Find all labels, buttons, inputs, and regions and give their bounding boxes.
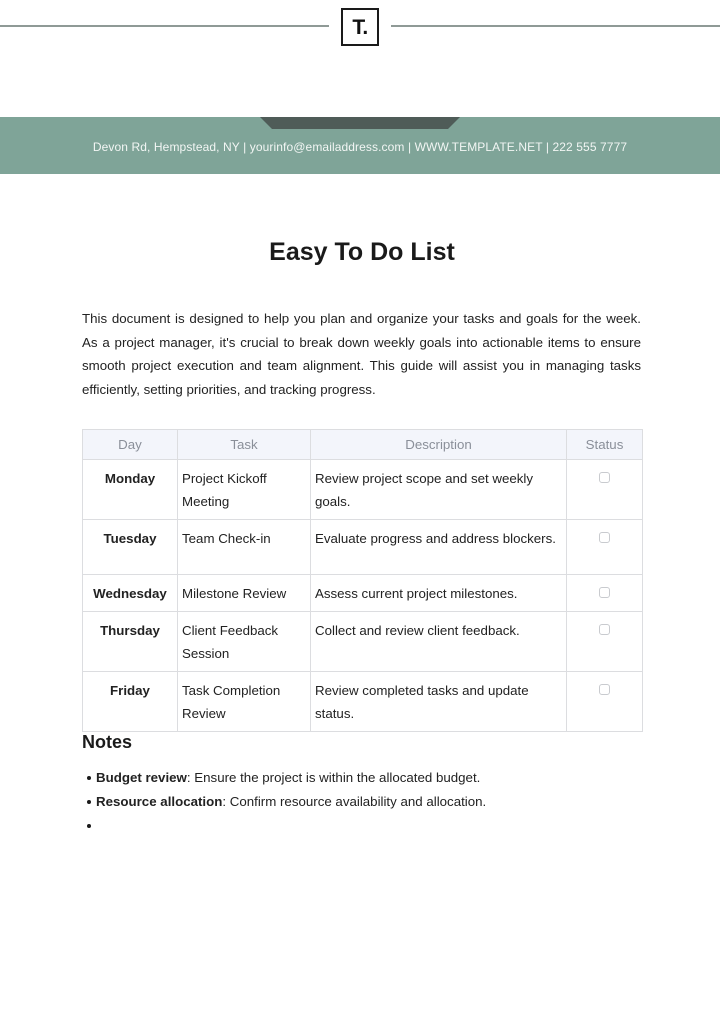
description-cell: Review project scope and set weekly goals.	[311, 460, 567, 520]
notes-list	[82, 767, 642, 839]
note-term: Resource allocation	[96, 794, 223, 809]
status-cell	[567, 612, 643, 672]
description-cell: Assess current project milestones.	[311, 575, 567, 612]
description-cell: Review completed tasks and update status.	[311, 672, 567, 732]
table-row	[83, 520, 643, 575]
checkbox-icon[interactable]	[599, 532, 610, 543]
day-cell: Tuesday	[83, 520, 178, 575]
task-table	[82, 429, 643, 732]
table-row	[83, 672, 643, 732]
checkbox-icon[interactable]	[599, 587, 610, 598]
notes-heading: Notes	[82, 732, 133, 752]
band-notch	[260, 117, 460, 129]
task-cell: Milestone Review	[178, 575, 311, 612]
table-row	[83, 612, 643, 672]
status-cell	[567, 520, 643, 575]
header-divider-left	[0, 25, 329, 27]
day-cell: Friday	[83, 672, 178, 732]
day-cell: Monday	[83, 460, 178, 520]
task-cell: Task Completion Review	[178, 672, 311, 732]
status-cell	[567, 672, 643, 732]
task-cell: Client Feedback Session	[178, 612, 311, 672]
header-day: Day	[83, 430, 178, 460]
bullet-icon	[87, 776, 91, 780]
note-term: Budget review	[96, 770, 187, 785]
day-cell: Thursday	[83, 612, 178, 672]
header-status: Status	[567, 430, 643, 460]
header-task: Task	[178, 430, 311, 460]
task-cell: Project Kickoff Meeting	[178, 460, 311, 520]
table-row	[83, 575, 643, 612]
list-item[interactable]	[82, 815, 642, 839]
list-item	[82, 791, 642, 815]
checkbox-icon[interactable]	[599, 472, 610, 483]
table-header-row	[83, 430, 643, 460]
intro-paragraph: This document is designed to help you plan and organize your tasks and goals for the week. As a project manager, it's crucial to break down weekly goals into actionable items to ensure smooth project execution and team alignment. This guide will assist you in managing tasks efficiently, setting priorities, and tracking progress.	[82, 311, 641, 398]
page-title: Easy To Do List	[269, 238, 455, 266]
day-cell: Wednesday	[83, 575, 178, 612]
template-logo	[341, 8, 379, 46]
description-cell: Evaluate progress and address blockers.	[311, 520, 567, 575]
logo-text: T.	[352, 15, 368, 39]
contact-info: Devon Rd, Hempstead, NY | yourinfo@emailaddress.com | WWW.TEMPLATE.NET | 222 555 7777	[92, 140, 628, 154]
bullet-icon	[87, 824, 91, 828]
checkbox-icon[interactable]	[599, 684, 610, 695]
note-text: : Confirm resource availability and allocation.	[222, 794, 487, 809]
description-cell: Collect and review client feedback.	[311, 612, 567, 672]
checkbox-icon[interactable]	[599, 624, 610, 635]
table-row	[83, 460, 643, 520]
header-description: Description	[311, 430, 567, 460]
header-divider-right	[391, 25, 720, 27]
status-cell	[567, 575, 643, 612]
list-item	[82, 767, 642, 791]
status-cell	[567, 460, 643, 520]
note-text: : Ensure the project is within the allocated budget.	[186, 770, 481, 785]
task-cell: Team Check-in	[178, 520, 311, 575]
bullet-icon	[87, 800, 91, 804]
